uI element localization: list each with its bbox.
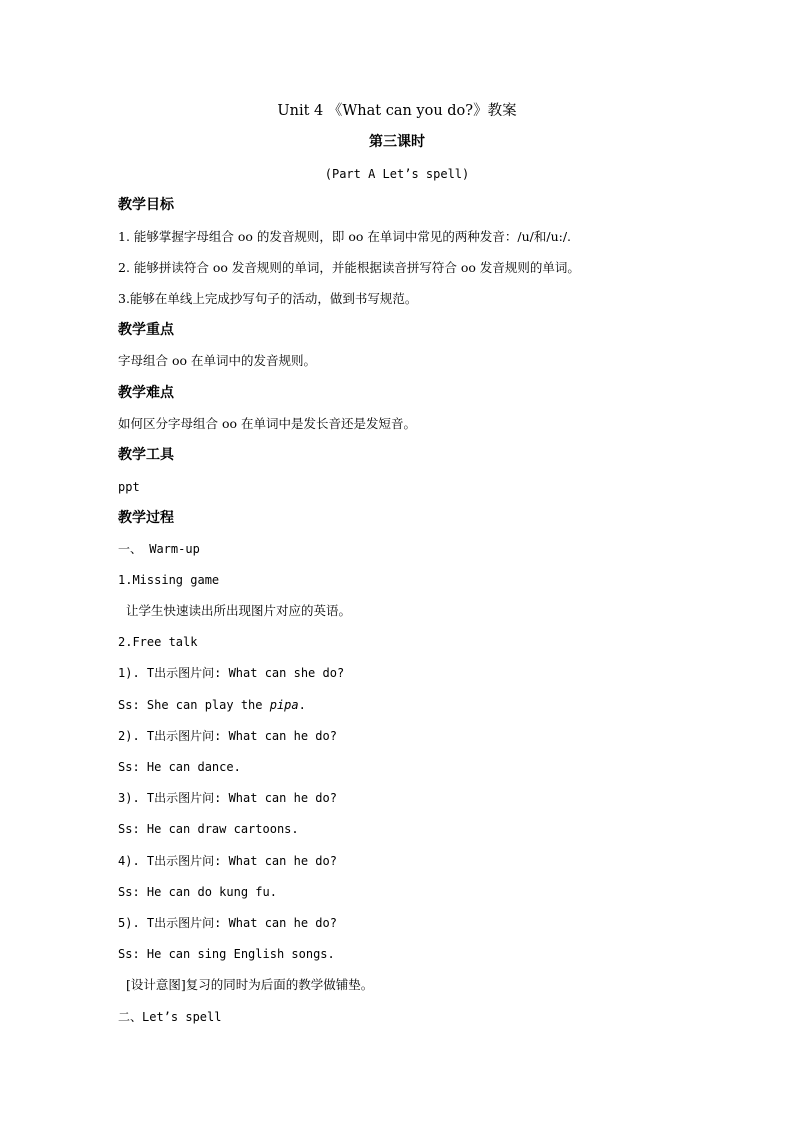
missing-game-heading: 1.Missing game xyxy=(118,573,220,587)
tools-heading: 教学工具 xyxy=(118,447,174,463)
design-intent-note: [设计意图]复习的同时为后面的教学做铺垫。 xyxy=(126,977,374,992)
dialogue-answer: Ss: He can draw cartoons. xyxy=(118,822,299,836)
objectives-heading: 教学目标 xyxy=(118,197,174,213)
dialogue-answer: Ss: He can dance. xyxy=(118,760,241,774)
dialogue-question: 5). T出示图片问: What can he do? xyxy=(118,916,337,930)
lesson-subtitle: 第三课时 xyxy=(369,134,425,150)
process-heading: 教学过程 xyxy=(118,510,174,526)
dialogue-answer-suffix: . xyxy=(298,698,306,712)
key-points-heading: 教学重点 xyxy=(118,322,174,338)
dialogue-answer: Ss: He can do kung fu. xyxy=(118,885,277,899)
dialogue-question: 2). T出示图片问: What can he do? xyxy=(118,729,337,743)
objective-item: 2. 能够拼读符合 oo 发音规则的单词，并能根据读音拼写符合 oo 发音规则的单词。 xyxy=(118,260,580,275)
free-talk-heading: 2.Free talk xyxy=(118,635,198,649)
difficulty-text: 如何区分字母组合 oo 在单词中是发长音还是发短音。 xyxy=(118,416,416,431)
objective-item: 1. 能够掌握字母组合 oo 的发音规则，即 oo 在单词中常见的两种发音：/u/和/u:/. xyxy=(118,229,572,244)
dialogue-answer: Ss: He can sing English songs. xyxy=(118,947,335,961)
tools-text: ppt xyxy=(118,480,140,494)
dialogue-answer-italic: pipa xyxy=(269,698,299,712)
lesson-part: (Part A Let’s spell) xyxy=(324,167,470,181)
missing-game-description: 让学生快速读出所出现图片对应的英语。 xyxy=(126,603,352,618)
lets-spell-heading: 二、Let’s spell xyxy=(118,1010,222,1024)
dialogue-question: 4). T出示图片问: What can he do? xyxy=(118,854,337,868)
dialogue-question: 1). T出示图片问: What can she do? xyxy=(118,666,345,680)
dialogue-answer-text: Ss: She can play the xyxy=(118,698,270,712)
dialogue-answer xyxy=(118,695,306,715)
difficulty-heading: 教学难点 xyxy=(118,385,174,401)
objective-item: 3.能够在单线上完成抄写句子的活动，做到书写规范。 xyxy=(118,291,418,306)
document-title: Unit 4 《What can you do?》教案 xyxy=(277,103,517,119)
dialogue-question: 3). T出示图片问: What can he do? xyxy=(118,791,337,805)
warmup-heading: 一、 Warm-up xyxy=(118,542,200,556)
key-points-text: 字母组合 oo 在单词中的发音规则。 xyxy=(118,353,316,368)
